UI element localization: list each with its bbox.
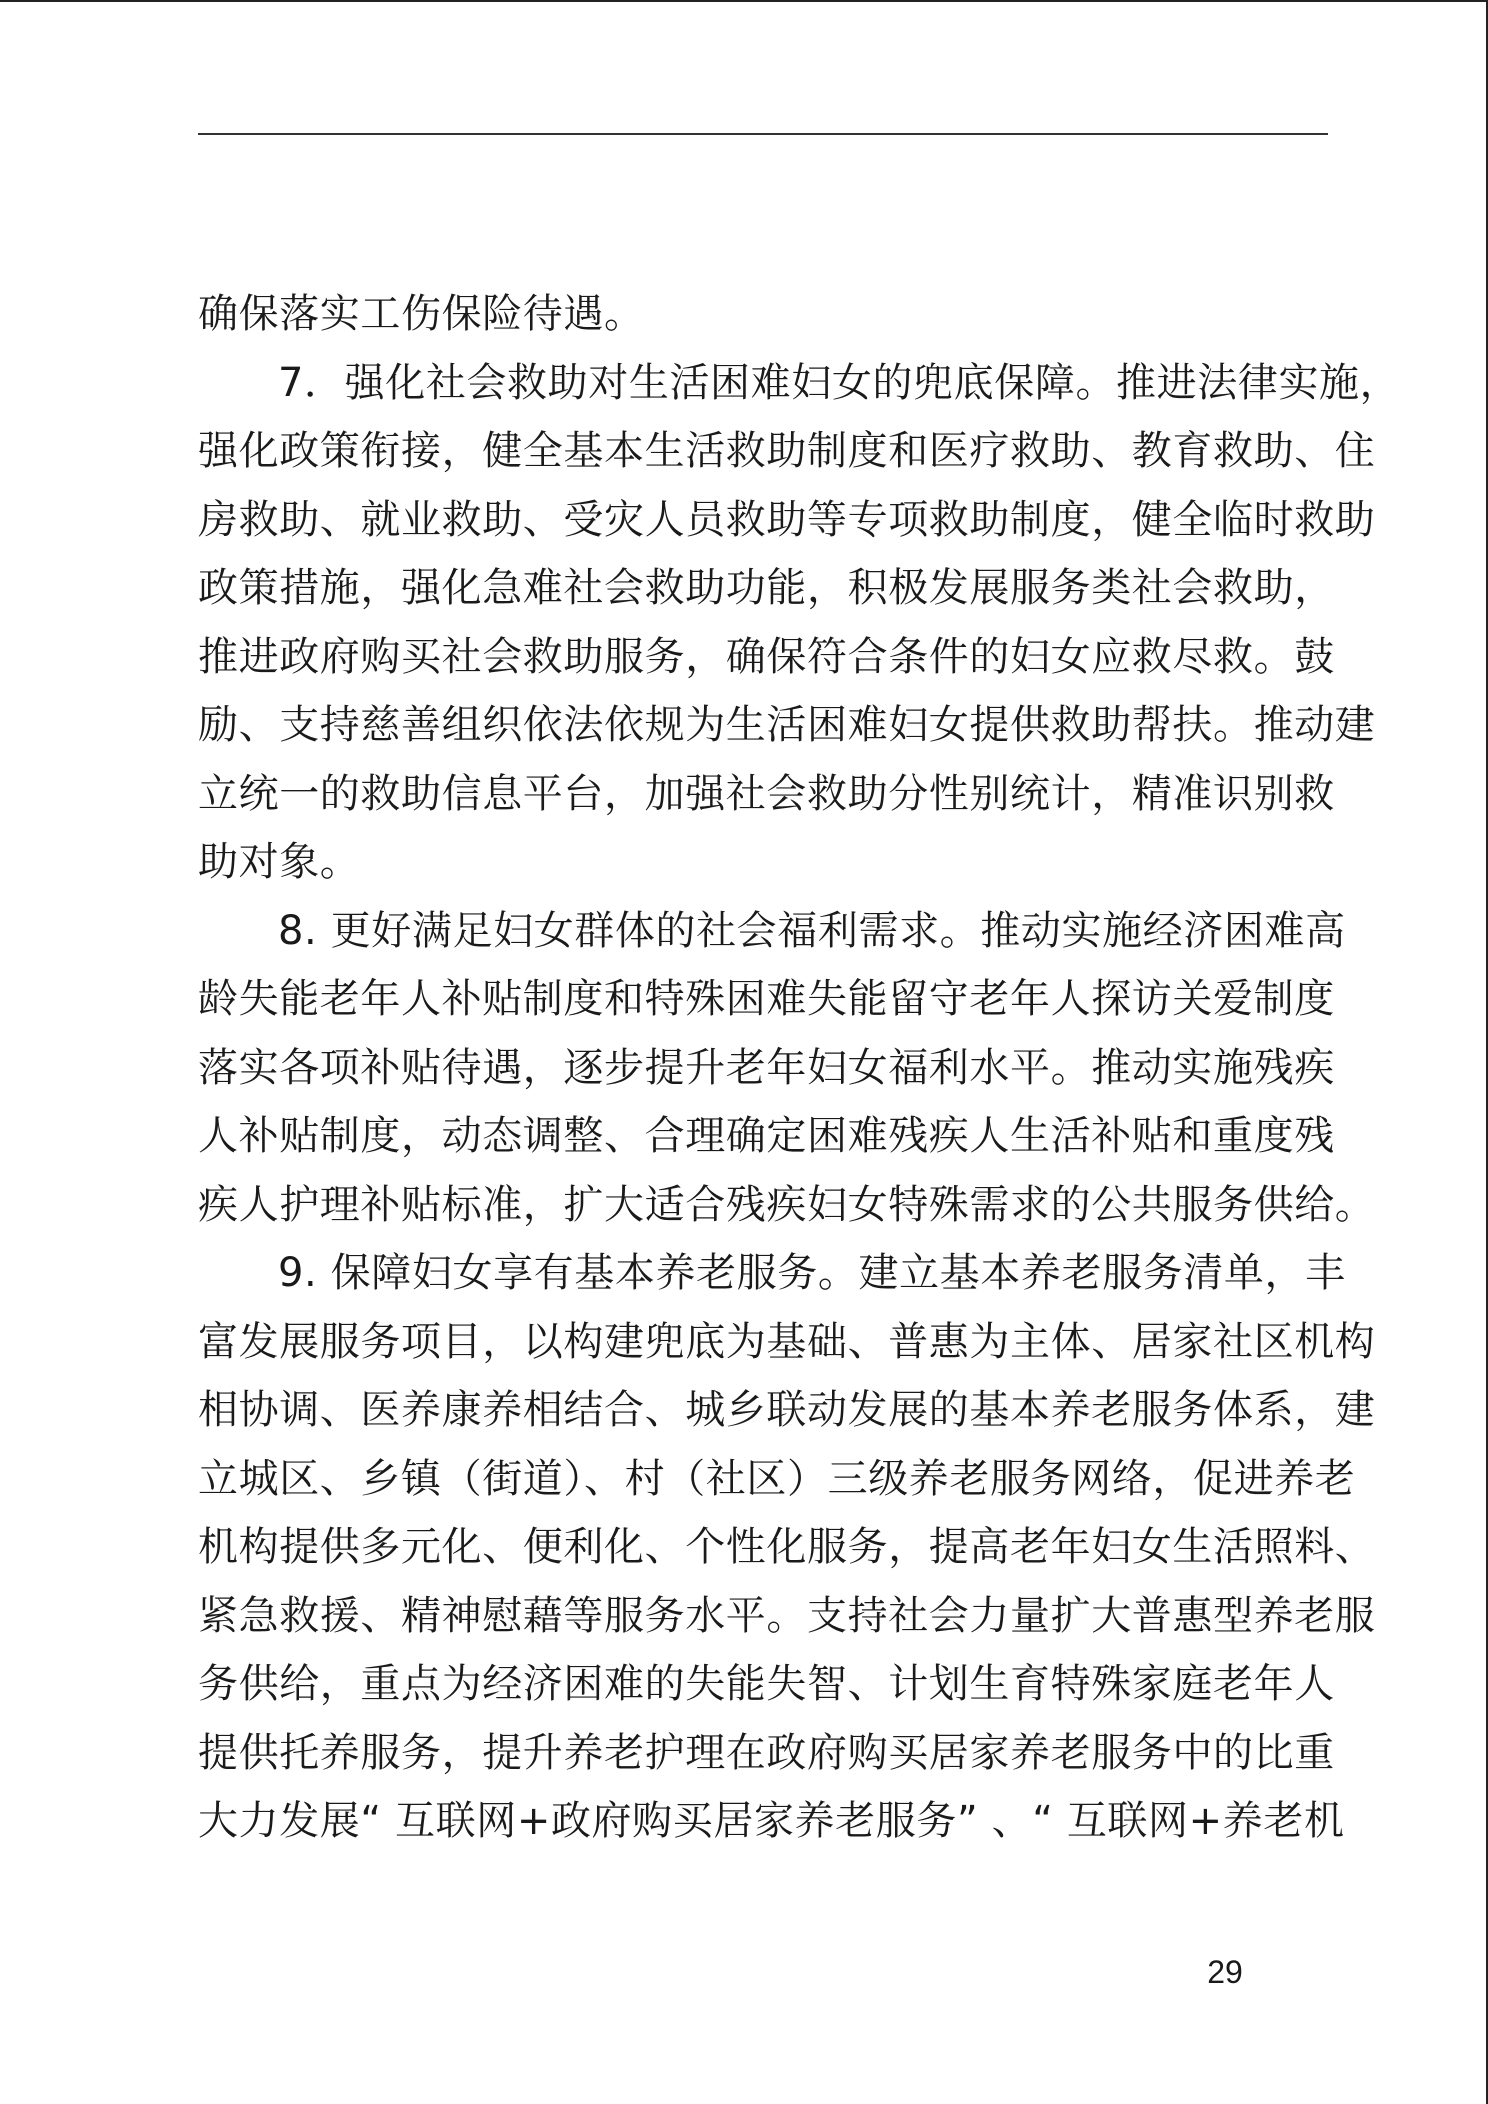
text-line: 立统一的救助信息平台，加强社会救助分性别统计，精准识别救 [198, 770, 1335, 817]
text-line: 机构提供多元化、便利化、个性化服务，提高老年妇女生活照料、 [198, 1524, 1376, 1570]
text-line: 确保落实工伤保险待遇。 [198, 291, 645, 337]
text-line: 强化政策衔接，健全基本生活救助制度和医疗救助、教育救助、住 [198, 428, 1376, 474]
paragraph-first-line: 9. 保障妇女享有基本养老服务。建立基本养老服务清单，丰 [278, 1250, 1346, 1296]
text-line: 疾人护理补贴标准，扩大适合残疾妇女特殊需求的公共服务供给。 [198, 1181, 1376, 1228]
text-line: 政策措施，强化急难社会救助功能，积极发展服务类社会救助， [198, 565, 1335, 611]
text-line: 紧急救援、精神慰藉等服务水平。支持社会力量扩大普惠型养老服 [198, 1592, 1376, 1639]
text-line: 相协调、医养康养相结合、城乡联动发展的基本养老服务体系，建 [198, 1387, 1376, 1433]
text-line: 落实各项补贴待遇，逐步提升老年妇女福利水平。推动实施残疾 [198, 1044, 1335, 1091]
text-line: 助对象。 [198, 839, 361, 885]
text-line: 龄失能老年人补贴制度和特殊困难失能留守老年人探访关爱制度 [198, 976, 1335, 1022]
text-line: 务供给，重点为经济困难的失能失智、计划生育特殊家庭老年人 [198, 1661, 1335, 1707]
page-number: 29 [1207, 1954, 1243, 1990]
document-body [198, 280, 1401, 1856]
paragraph-first-line: 8. 更好满足妇女群体的社会福利需求。推动实施经济困难高 [278, 907, 1346, 954]
text-line: 富发展服务项目，以构建兜底为基础、普惠为主体、居家社区机构 [198, 1318, 1376, 1365]
text-line: 大力发展“ 互联网+政府购买居家养老服务” 、“ 互联网+养老机 [198, 1798, 1345, 1844]
text-line: 人补贴制度，动态调整、合理确定困难残疾人生活补贴和重度残 [198, 1113, 1335, 1159]
text-line: 提供托养服务，提升养老护理在政府购买居家养老服务中的比重 [198, 1729, 1335, 1776]
text-line: 立城区、乡镇（街道）、村（社区）三级养老服务网络，促进养老 [198, 1455, 1356, 1502]
text-line: 推进政府购买社会救助服务，确保符合条件的妇女应救尽救。鼓 [198, 633, 1335, 680]
header-rule [198, 133, 1328, 135]
text-line: 房救助、就业救助、受灾人员救助等专项救助制度，健全临时救助 [198, 496, 1376, 543]
paragraph-first-line: 7．强化社会救助对生活困难妇女的兜底保障。推进法律实施， [278, 359, 1401, 406]
text-line: 励、支持慈善组织依法依规为生活困难妇女提供救助帮扶。推动建 [198, 702, 1376, 748]
